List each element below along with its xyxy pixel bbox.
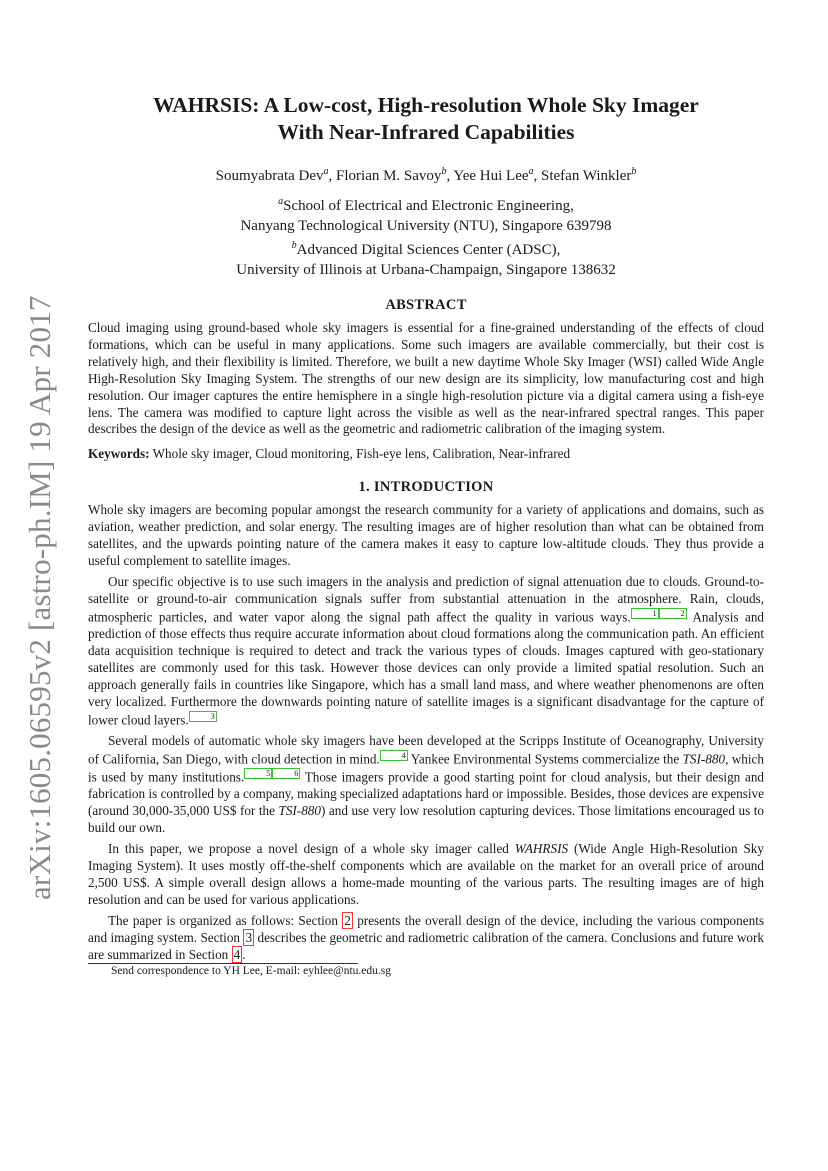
author-sup: b	[631, 166, 637, 177]
intro-paragraph-3	[88, 733, 764, 837]
text-run: describes the geometric and radiometric calibration of the camera. Conclusions and future work are summarized in Section	[88, 929, 764, 962]
intro-paragraph-4	[88, 841, 764, 909]
author-sup: a	[528, 166, 534, 177]
author-list: Soumyabrata Dev$^a$, Florian M. Savoy$^b$, Yee Hui Lee$^a$, Stefan Winkler$^b$	[215, 166, 637, 184]
text-run: presents the overall design of the device, including the various components and imaging system. Section	[88, 912, 764, 945]
title-line-2: With Near-Infrared Capabilities	[277, 120, 575, 144]
paper-page	[88, 92, 764, 963]
text-run: In this paper, we propose a novel design of a whole sky imager called	[108, 841, 515, 857]
text-run: (Wide Angle High-Resolution Sky Imaging System). It uses mostly off-the-shelf components which are available on the market for an overall price of around 2,500 US$. A simple overall design allows a home-made mounting of the various parts. The resulting images are of high resolution and can be used for various applications.	[88, 841, 764, 907]
author-name: Soumyabrata Dev	[215, 168, 324, 184]
author-sup: b	[441, 166, 447, 177]
citation-link[interactable]: 4	[380, 750, 408, 761]
text-run: Several models of automatic whole sky imagers have been developed at the Scripps Institute of Oceanography, University of California, San Diego, with cloud detection in mind.	[88, 732, 764, 767]
text-run: .	[242, 946, 246, 962]
affil-sup: b	[291, 240, 297, 251]
section-link[interactable]: 4	[233, 946, 241, 962]
text-run: WAHRSIS	[514, 841, 569, 857]
citation-link[interactable]: 3	[189, 711, 217, 722]
affiliation-a-line-2: Nanyang Technological University (NTU), Singapore 639798	[240, 217, 612, 234]
footnote: Send correspondence to YH Lee, E-mail: eyhlee@ntu.edu.sg	[111, 965, 392, 977]
citation-link[interactable]: 2	[659, 608, 687, 619]
keywords-text: Whole sky imager, Cloud monitoring, Fish-eye lens, Calibration, Near-infrared	[152, 446, 571, 462]
text-run: TSI-880	[278, 803, 321, 819]
citation-link[interactable]: 6	[272, 768, 300, 779]
text-run: Yankee Environmental Systems commercialize the	[407, 751, 683, 767]
text-run: The paper is organized as follows: Section	[108, 912, 343, 928]
author-sup: a	[323, 166, 329, 177]
author-name: Stefan Winkler	[541, 168, 632, 184]
affil-sup: a	[278, 196, 284, 207]
text-run: Those imagers provide a good starting point for cloud analysis, but their design and fabrication is controlled by a company, making specialized adaptations hard or impossible. Besides, those devices are expensive (around 30,000-35,000 US$ for the	[88, 769, 765, 819]
abstract-text: Cloud imaging using ground-based whole sky imagers is essential for a fine-grained understanding of the effects of cloud formations, which can be useful in many applications. Some such imagers are available commercially, but their cost is relatively high, and their flexibility is limited. Therefore, we built a new daytime Whole Sky Imager (WSI) called Wide Angle High-Resolution Sky Imaging System. The strengths of our new design are its simplicity, low manufacturing cost and high resolution. Our imager captures the entire hemisphere in a single high-resolution picture via a digital camera using a fish-eye lens. The camera was modified to capture light across the visible as well as the near-infrared spectral ranges. This paper describes the design of the device as well as the geometric and radiometric calibration of the imaging system.	[88, 320, 764, 437]
text-run: , which is used by many institutions.	[88, 751, 764, 785]
author-name: Yee Hui Lee	[453, 168, 529, 184]
abstract-heading: ABSTRACT	[385, 297, 467, 313]
intro-paragraph-1: Whole sky imagers are becoming popular amongst the research community for a variety of applications and domains, such as aviation, weather prediction, and solar energy. The resulting images are of higher resolution than what can be obtained from satellites, and the upwards pointing nature of the camera makes it easy to capture low-altitude clouds. They thus provide a useful complement to satellite images.	[88, 502, 764, 569]
affil-text: Advanced Digital Sciences Center (ADSC),	[296, 242, 561, 258]
author-name: Florian M. Savoy	[336, 168, 442, 184]
citation-link[interactable]: 1	[631, 608, 659, 619]
text-run: Our specific objective is to use such imagers in the analysis and prediction of signal attenuation due to clouds. Ground-to-satellite or ground-to-air communication signals suffer from substantial attenuation in the atmosphere. Rain, clouds, atmospheric particles, and water vapor along the signal path affect the quality in various ways.	[88, 573, 764, 625]
text-run: Analysis and prediction of those effects thus require accurate information about cloud formations along the communication path. An efficient data acquisition technique is required to detect and track the various types of clouds. Images captured with geo-stationary satellites are commonly used for this task. However those devices can only provide a limited spatial resolution. Such an approach generally fails in countries like Singapore, which has a small land mass, and where weather phenomenons are often very localized. Furthermore the downwards pointing nature of satellite images is a significant disadvantage for the capture of lower cloud layers.	[88, 609, 765, 727]
affiliation-b-line-1	[88, 236, 764, 261]
citation-link[interactable]: 5	[244, 768, 272, 779]
text-run: TSI-880	[682, 751, 726, 767]
title-line-1: WAHRSIS: A Low-cost, High-resolution Whole Sky Imager	[153, 93, 699, 117]
section-link[interactable]: 2	[344, 912, 351, 928]
text-run: ) and use very low resolution capturing devices. Those limitations encouraged us to build our own.	[88, 803, 764, 836]
affiliation-a-line-1	[88, 192, 764, 217]
intro-paragraph-5	[88, 913, 764, 964]
affil-text: School of Electrical and Electronic Engineering,	[283, 198, 574, 214]
affiliation-b-line-2: University of Illinois at Urbana-Champaign, Singapore 138632	[236, 261, 616, 278]
keywords	[88, 446, 764, 462]
intro-paragraph-2	[88, 574, 764, 729]
paper-title	[88, 92, 764, 146]
affiliations	[88, 192, 764, 280]
intro-heading: 1. INTRODUCTION	[358, 479, 494, 496]
arxiv-side-label: arXiv:1605.06595v2 [astro-ph.IM] 19 Apr 2017	[22, 295, 57, 900]
keywords-label: Keywords:	[88, 446, 150, 462]
section-link[interactable]: 3	[245, 929, 253, 945]
